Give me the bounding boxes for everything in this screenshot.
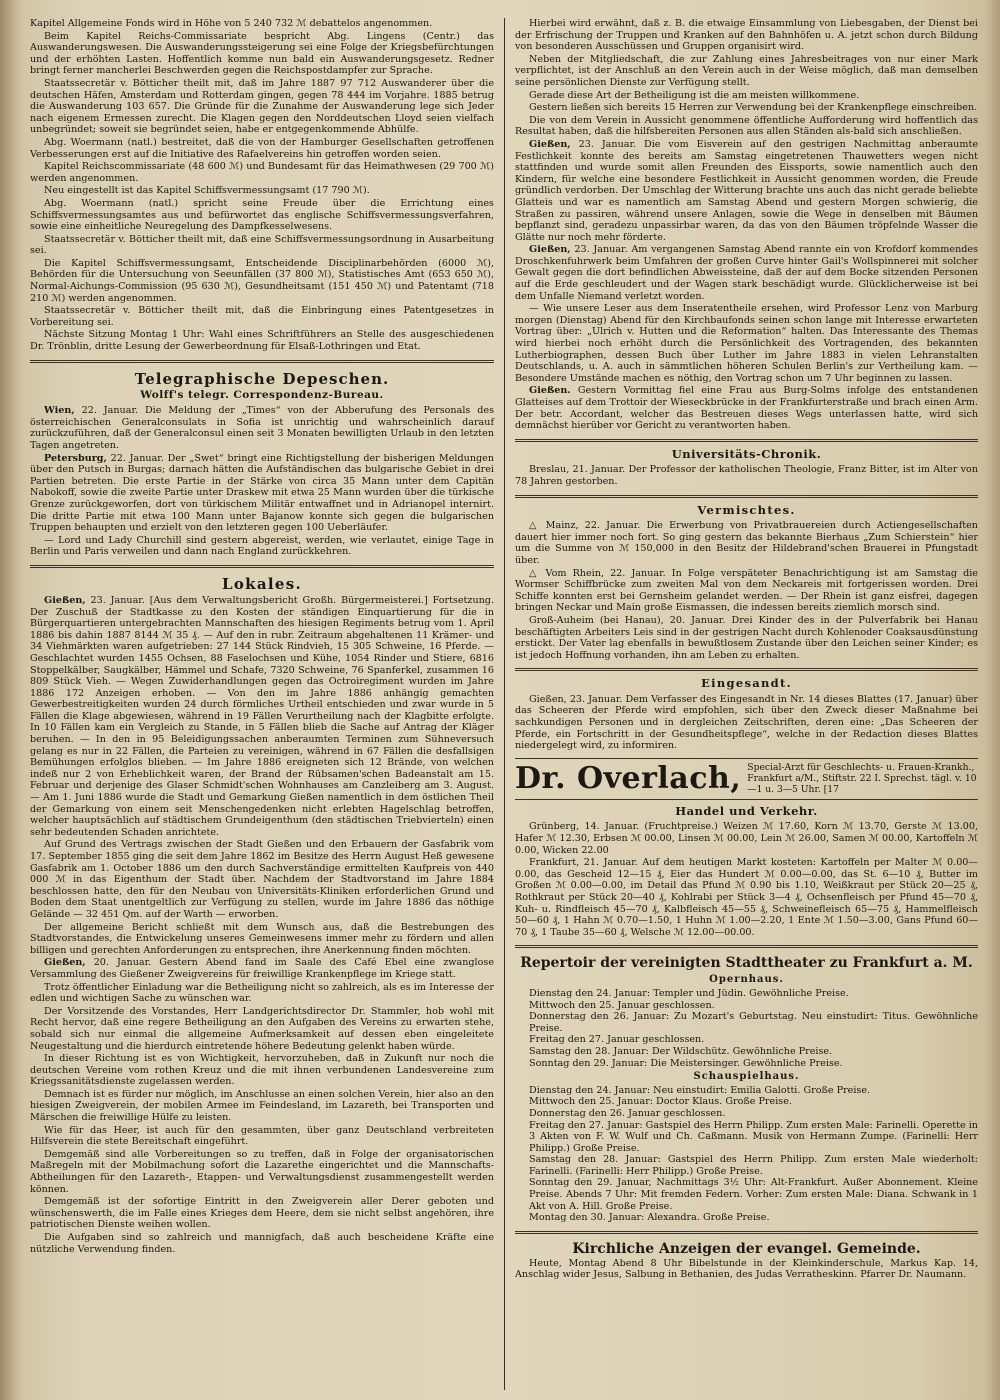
playhouse-label: Schauspielhaus.	[693, 1071, 800, 1083]
section-divider	[515, 1231, 978, 1234]
schedule-entry: Freitag den 27. Januar: Gastspiel des Herrn Philipp. Zum ersten Male: Farinelli. Operette in 3 Akten von F. W. Wulf und Ch. Caßmann. Musik von Hermann Zumpe. (Farinelli: Herr Philipp.) Große Preise.	[529, 1119, 978, 1154]
paragraph: Abg. Woermann (natl.) spricht seine Freude über die Errichtung eines Schiffsvermessungsamtes aus und befürwortet das englische Schiffsvermessungsverfahren, sowie eine einheitliche Neuregelung des Dampfkesselwesens.	[30, 197, 494, 233]
red-cross-continued	[515, 18, 978, 138]
section-title: Universitäts-Chronik.	[671, 446, 822, 461]
news-item	[30, 982, 494, 1005]
dateline: Gießen,	[44, 957, 86, 969]
news-item	[30, 405, 494, 451]
university-section	[515, 446, 978, 488]
section-title: Telegraphische Depeschen.	[134, 369, 390, 388]
left-column	[30, 18, 504, 1390]
telegraph-section	[30, 370, 494, 558]
paragraph: Neben der Mitgliedschaft, die zur Zahlung eines Jahresbeitrages von nur einer Mark verpflichtet, ist der Anschluß an den Verein auch in der Weise möglich, daß man demselben seine persönlichen Dienste zur Verfügung stellt.	[515, 53, 978, 88]
news-item	[30, 1196, 494, 1231]
section-divider	[515, 495, 978, 498]
news-text: 20. Januar. Gestern Abend fand im Saale des Café Ebel eine zwanglose Versammlung des Gießener Zweigvereins für freiwillige Krankenpflege im Kriege statt.	[30, 957, 494, 980]
news-text: Der Vorsitzende des Vorstandes, Herr Landgerichtsdirector Dr. Stammler, hob wohl mit Recht hervor, daß eine regere Betheiligung an den Aufgaben des Vereins zu erwarten stehe, sobald sich nur einmal die allgemeine Aufmerksamkeit auf dessen eben eingeleitete Neugestaltung und die hierdurch eintretende höhere Bedeutung gelenkt haben würde.	[30, 1005, 494, 1052]
section-title: Kirchliche Anzeigen der evangel. Gemeinde.	[572, 1240, 921, 1257]
schedule-entry: Mittwoch den 25. Januar geschlossen.	[529, 999, 715, 1011]
news-text: Trotz öffentlicher Einladung war die Betheiligung nicht so zahlreich, als es im Interesse der edlen und wichtigen Sache zu wünschen war.	[30, 981, 494, 1005]
schedule-entry: Sonntag den 29. Januar, Nachmittags 3½ Uhr: Alt-Frankfurt. Außer Abonnement. Kleine Preise. Abends 7 Uhr: Mit fremden Federn. Vorher: Zum ersten Male: Diana. Schwank in 1 Akt von A. Hill. Große Preise.	[529, 1177, 978, 1212]
news-item: Gießen, 23. Januar. Dem Verfasser des Eingesandt in Nr. 14 dieses Blattes (17. Januar) über das Scheeren der Pferde wird empfohlen, sich über den Zweck dieser Maßnahme bei sachkundigen Personen und in dergleichen Zeitschriften, deren eine: „Das Scheeren der Pferde, ein Fortschritt in der Gesundheitspflege“, welche in der Redaction dieses Blattes niedergelegt wird, zu informiren.	[515, 693, 978, 752]
market-report: Grünberg, 14. Januar. (Fruchtpreise.) Weizen ℳ 17.60, Korn ℳ 13.70, Gerste ℳ 13.00, Hafer ℳ 12.30, Erbsen ℳ 00.00, Linsen ℳ 00.00, Lein ℳ 26.00, Samen ℳ 00.00, Kartoffeln ℳ 0.00, Wicken 22.00	[515, 821, 978, 856]
section-divider	[30, 360, 494, 363]
schedule-entry: Donnerstag den 26. Januar geschlossen.	[529, 1107, 726, 1119]
news-text: Der allgemeine Bericht schließt mit dem Wunsch aus, daß die Bestrebungen des Stadtvorstandes, die Entwickelung unseres Gemeinwesens immer mehr zu fördern und allen billigen und gerechten Anforderungen zu entsprechen, ihre Anerkennung finden möchten.	[30, 921, 494, 956]
paragraph: Staatssecretär v. Bötticher theilt mit, daß die Einbringung eines Patentgesetzes in Vorbereitung sei.	[30, 305, 494, 328]
page-edge-shadow	[986, 0, 1000, 1400]
news-text: Wie für das Heer, ist auch für den gesammten, über ganz Deutschland verbreiteten Hilfsverein die stete Bereitschaft eingeführt.	[30, 1124, 494, 1148]
news-text: Auf Grund des Vertrags zwischen der Stadt Gießen und den Erbauern der Gasfabrik vom 17. September 1855 ging die seit dem Jahre 1862 im Besitze des Herrn August Heß gewesene Gasfabrik am 1. October 1886 um den durch Sachverständige ermittelten Kaufpreis von 440 000 ℳ in das Eigenthum der Stadt über. Nachdem der Stadtvorstand im Jahre 1884 beschlossen hatte, den für den Neubau von Universitäts-Kliniken erforderlichen Grund und Boden dem Staat unentgeltlich zur Verfügung zu stellen, wurde im Jahre 1886 das nöthige Gelände — 32 451 Qm. auf der Warth — erworben.	[30, 839, 494, 920]
misc-section	[515, 502, 978, 662]
letters-section	[515, 678, 978, 752]
news-text: Demnach ist es fürder nur möglich, im Anschlusse an einen solchen Verein, hier also an den hiesigen Zweigverein, der mobilen Armee im Feindesland, im Lazareth, bei Transporten und Märschen die freiwillige Hülfe zu leisten.	[30, 1088, 494, 1124]
market-report: Frankfurt, 21. Januar. Auf dem heutigen Markt kosteten: Kartoffeln per Malter ℳ 0.00—0.00, das Gescheid 12—15 ₰, Eier das Hundert ℳ 0.00—0.00, das St. 6—10 ₰, Butter im Großen ℳ 0.00—0.00, im Detail das Pfund ℳ 0.90 bis 1.10, Weißkraut per Stück 20—25 ₰, Rothkraut per Stück 20—40 ₰, Kohlrabi per Stück 3—4 ₰, Ochsenfleisch per Pfund 45—70 ₰, Kuh- u. Rindfleisch 45—70 ₰, Kalbfleisch 45—55 ₰, Schweinefleisch 65—75 ₰, Hammelfleisch 50—60 ₰, 1 Hahn ℳ 0.70—1.50, 1 Huhn ℳ 1.00—2.20, 1 Ente ℳ 1.50—3.00, Gans Pfund 60—70 ₰, 1 Taube 35—60 ₰, Welsche ℳ 12.00—00.00.	[515, 857, 978, 938]
section-divider	[515, 439, 978, 442]
news-item	[515, 385, 978, 431]
section-title: Lokales.	[222, 574, 302, 593]
schedule-entry: Dienstag den 24. Januar: Neu einstudirt: Emilia Galotti. Große Preise.	[529, 1084, 871, 1096]
news-text: 23. Januar. [Aus dem Verwaltungsbericht Großh. Bürgermeisterei.] Fortsetzung. Der Zuschuß der Stadtkasse zu den Kosten der ständigen Einquartierung für die in Bürgerquartieren untergebrachten Mannschaften des hiesigen Regiments betrug vom 1. April 1886 bis dahin 1887 8144 ℳ 35 ₰. — Auf den in rubr. Zeitraum abgehaltenen 11 Krämer- und 34 Viehmärkten waren aufgetrieben: 27 144 Stück Rindvieh, 15 305 Schweine, 16 Pferde. — Geschlachtet wurden 1455 Ochsen, 88 Faselochsen und Kühe, 1054 Rinder und Stiere, 6816 Stoppelkälber, Saugkälber, Hämmel und Schafe, 7320 Schweine, 76 Spanferkel, zusammen 16 809 Stück Vieh. — Wegen Zuwiderhandlungen gegen das Octroiregiment wurden im Jahre 1886 172 Anzeigen erhoben. — Von den im Jahre 1886 anhängig gemachten Gewerbestreitigkeiten wurden 24 durch förmliches Urtheil entschieden und zwar wurde in 5 Fällen die Klage abgewiesen, während in 19 Fällen Verurtheilung nach der Klagbitte erfolgte. In 10 Fällen kam ein Vergleich zu Stande, in 5 Fällen blieb die Sache auf Antrag der Kläger beruhen. — In den in 95 Beleidigungssachen anberaumten Terminen zum Sühneversuch gelang es nur in 22 Fällen, die Parteien zu vereinigen, während in 67 Fällen die desfallsigen Bemühungen erfolglos blieben. — Im Jahre 1886 ereigneten sich 12 Brände, von welchen indeß nur 2 von Erheblichkeit waren, der Brand der Rübsamen'schen Badeanstalt am 15. Februar und derjenige des Glaser Schmidt'schen Wohnhauses am Canzleiberg am 3. August. — Am 1. Juni 1886 wurde die Stadt und Gemarkung Gießen namentlich in dem östlichen Theil der Gemarkung von einem seit Menschengedenken nicht erlebten Hagelschlag betroffen, welcher hauptsächlich auf städtischem Grundeigenthum (den städtischen Triebvierteln) einen sehr bedeutenden Schaden anrichtete.	[30, 594, 494, 838]
dateline: Gießen,	[44, 594, 86, 606]
ad-doctor-name: Dr. Overlach,	[515, 760, 742, 796]
news-text: 22. Januar. Der „Swet“ bringt eine Richtigstellung der bisherigen Meldungen über den Putsch in Burgas; darnach hätten die Aufständischen das bulgarische Gebiet in drei Partien betreten. Die erste Partie in der Stärke von circa 35 Mann unter dem Capitän Nabokoff, sowie die zweite Partie unter Draskew mit etwa 25 Mann wurden über die türkische Grenze zurückgeworfen, dort von türkischem Militär entwaffnet und in Adrianopel internirt. Die dritte Partie mit etwa 100 Mann unter Bajanow konnte sich gegen die bulgarischen Truppen behaupten und erzielt von den letzteren gegen 100 Ueberläufer.	[30, 452, 494, 534]
news-item	[515, 139, 978, 243]
paragraph: Beim Kapitel Reichs-Commissariate bespricht Abg. Lingens (Centr.) das Auswanderungswesen. Die Auswanderungssteigerung sei eine Folge der Kriegsbefürchtungen und der erhöhten Lasten. Hoffentlich komme nun bald ein Auswanderungsgesetz. Redner bringt ferner mancherlei Beschwerden gegen die Reichspostdampfer zur Sprache.	[30, 30, 494, 77]
paragraph: Abg. Woermann (natl.) bestreitet, daß die von der Hamburger Gesellschaften getroffenen Verbesserungen erst auf die Initiative des Rafaelvereins hin getroffen worden seien.	[30, 136, 494, 160]
news-item: △ Mainz, 22. Januar. Die Erwerbung von Privatbrauereien durch Actiengesellschaften dauert hier immer noch fort. So ging gestern das bekannte Bierhaus „Zum Schierstein“ hier um die Summe von ℳ 150,000 in den Besitz der Hildebrand'schen Brauerei in Pfungstadt über.	[515, 520, 978, 566]
news-text: 22. Januar. Die Meldung der „Times“ von der Abberufung des Personals des österreichischen Generalconsulats in Sofia ist unrichtig und wahrscheinlich darauf zurückzuführen, daß der Generalconsul einen seit 3 Monaten bewilligten Urlaub in den letzten Tagen angetreten.	[30, 405, 494, 451]
paragraph: Kapitel Reichscommissariate (48 600 ℳ) und Bundesamt für das Heimathwesen (29 700 ℳ) werden angenommen.	[30, 161, 494, 184]
schedule-entry: Freitag den 27. Januar geschlossen.	[529, 1034, 705, 1046]
dateline: Gießen,	[529, 138, 571, 150]
paragraph: Die Kapitel Schiffsvermessungsamt, Entscheidende Disciplinarbehörden (6000 ℳ), Behörden für die Untersuchung von Seeunfällen (37 800 ℳ), Statistisches Amt (653 650 ℳ), Normal-Aichungs-Commission (95 630 ℳ), Gesundheitsamt (151 450 ℳ) und Patentamt (718 210 ℳ) werden angenommen.	[30, 257, 494, 304]
schedule-entry: Donnerstag den 26. Januar: Zu Mozart's Geburtstag. Neu einstudirt: Titus. Gewöhnliche Preise.	[529, 1011, 978, 1034]
news-item	[30, 1006, 494, 1052]
news-text: 23. Januar. Die vom Eisverein auf den gestrigen Nachmittag anberaumte Festlichkeit konnte des bereits am Samstag eingetretenen Thauwetters wegen nicht stattfinden und wurde somit allen Freunden des Eissports, sowie namentlich auch den Kindern, für welche eine besondere Festlichkeit in Aussicht genommen worden, die Freude gründlich verdorben. Der Umschlag der Witterung brachte uns auch das nicht gerade beliebte Glatteis und war es namentlich am Samstag Abend und gestern Morgen schwierig, die Straßen zu passiren, während unsere Anlagen, sowie die Wege in denselben mit Bäumen bepflanzt sind, geradezu unpassirbar waren, da das von den Bäumen tröpfelnde Wasser die Glätte nur noch mehr förderte.	[515, 138, 978, 243]
right-column	[504, 18, 978, 1390]
paragraph: Kapitel Allgemeine Fonds wird in Höhe von 5 240 732 ℳ debattelos angenommen.	[30, 18, 433, 29]
news-item	[30, 1089, 494, 1124]
news-item	[30, 453, 494, 534]
news-text: — Wie unsere Leser aus dem Inseratentheile ersehen, wird Professor Lenz von Marburg morgen (Dienstag) Abend für den Kirchbaufonds seinen schon lange mit Interesse erwarteten Vortrag über: „Ulrich v. Hutten und die Reformation“ halten. Das Interessante des Themas wird hierbei noch erhöht durch die Persönlichkeit des Vortragenden, des bekannten Lutherbiographen, dessen Buch über Luther im Jahre 1883 in vielen Lehranstalten Deutschlands, u. A. auch in sämmtlichen höheren Schulen Berlin's zur Vertheilung kam. — Besondere Umstände machen es nöthig, den Vortrag schon um 7 Uhr beginnen zu lassen.	[515, 303, 978, 384]
news-item	[30, 1232, 494, 1255]
theatre-section	[515, 955, 978, 1223]
news-item: Groß-Auheim (bei Hanau), 20. Januar. Drei Kinder des in der Pulverfabrik bei Hanau beschäftigten Arbeiters Leis sind in der gestrigen Nacht durch Kohlenoder Coaksausdünstung erstickt. Der Vater lag ebenfalls in bewußtlosem Zustande über den Leichen seiner Kinder; es ist jedoch Hoffnung vorhanden, ihn am Leben zu erhalten.	[515, 614, 978, 661]
news-text: 23. Januar. Am vergangenen Samstag Abend rannte ein von Krofdorf kommendes Droschkenfuhrwerk beim Umfahren der großen Curve hinter Gail's Wollspinnerei mit solcher Gewalt gegen die dort befindlichen Abweissteine, daß der auf dem Bocke sitzenden Personen auf die Erde geschleudert und der Wagen stark beschädigt wurde. Glücklicherweise ist bei dem Unfalle Niemand verletzt worden.	[515, 244, 978, 302]
news-item	[30, 922, 494, 957]
schedule-entry: Mittwoch den 25. Januar: Doctor Klaus. Große Preise.	[529, 1096, 792, 1108]
schedule-entry: Montag den 30. Januar: Alexandra. Große Preise.	[529, 1212, 770, 1224]
opera-house-label: Opernhaus.	[709, 974, 784, 986]
paragraph: Gestern ließen sich bereits 15 Herren zur Verwendung bei der Krankenpflege einschreiben.	[529, 102, 978, 114]
news-text: In dieser Richtung ist es von Wichtigkeit, hervorzuheben, daß in Zukunft nur noch die deutschen Vereine vom rothen Kreuz und die mit ihnen verbundenen Landesvereine zum Kriegssanitätsdienste zugelassen werden.	[30, 1053, 494, 1088]
church-section	[515, 1241, 978, 1281]
columns	[30, 18, 978, 1390]
section-title: Handel und Verkehr.	[675, 803, 818, 818]
dateline: Wien,	[44, 405, 75, 417]
news-item	[515, 303, 978, 384]
news-item	[30, 535, 494, 558]
schedule-entry: Sonntag den 29. Januar: Die Meistersinger. Gewöhnliche Preise.	[529, 1057, 843, 1069]
news-item	[30, 839, 494, 920]
news-item: Breslau, 21. Januar. Der Professor der katholischen Theologie, Franz Bitter, ist im Alter von 78 Jahren gestorben.	[515, 464, 978, 487]
paragraph: Staatssecretär v. Bötticher theilt mit, daß im Jahre 1887 97 712 Auswanderer über die deutschen Häfen, Amsterdam und Rotterdam gingen, gegen 78 444 im Vorjahre. 1885 betrug die Auswanderung 103 657. Die Gründe für die Zunahme der Auswanderung lege sich Jeder nach eigenem Ermessen zurecht. Die Klagen gegen den Norddeutschen Lloyd seien vielfach unbegründet; soweit sie begründet seien, habe er entgegenkommende Abhülfe.	[30, 77, 494, 136]
news-text: — Lord und Lady Churchill sind gestern abgereist, werden, wie verlautet, einige Tage in Berlin und Paris verweilen und dann nach England zurückkehren.	[30, 534, 494, 558]
news-text: Gestern Vormittag fiel eine Frau aus Burg-Solms infolge des entstandenen Glatteises auf dem Trottoir der Wieseckbrücke in der Frankfurterstraße und brach einen Arm. Der betr. Accordant, welcher das Bestreuen dieses Wegs unterlassen hatte, wird sich demnächst hierüber vor Gericht zu verantworten haben.	[515, 385, 978, 432]
local-news-section	[30, 575, 494, 1255]
section-subtitle: Wolff's telegr. Correspondenz-Bureau.	[140, 388, 384, 401]
paragraph: Die von dem Verein in Aussicht genommene öffentliche Aufforderung wird hoffentlich das Resultat haben, daß die hilfsbereiten Personen aus allen Ständen als-bald sich anschließen.	[515, 114, 978, 138]
reichstag-report	[30, 18, 494, 353]
paragraph: Gerade diese Art der Betheiligung ist die am meisten willkommene.	[529, 89, 860, 101]
ad-text: Special-Arzt für Geschlechts- u. Frauen-Krankh., Frankfurt a/M., Stiftstr. 22 I. Sprechst. tägl. v. 10—1 u. 3—5 Uhr. [17	[747, 761, 977, 795]
news-item	[30, 957, 494, 980]
dateline: Gießen.	[529, 385, 571, 397]
page-fold-shadow	[0, 0, 24, 1400]
local-news-continued	[515, 139, 978, 432]
section-divider	[515, 945, 978, 948]
paragraph: Neu eingestellt ist das Kapitel Schiffsvermessungsamt (17 790 ℳ).	[44, 185, 370, 197]
schedule-entry: Dienstag den 24. Januar: Templer und Jüdin. Gewöhnliche Preise.	[529, 987, 849, 999]
news-item	[30, 595, 494, 838]
section-title: Eingesandt.	[701, 676, 792, 691]
paragraph: Staatssecretär v. Bötticher theilt mit, daß eine Schiffsvermessungsordnung in Ausarbeitung sei.	[30, 233, 494, 257]
news-item	[515, 244, 978, 302]
dateline: Gießen,	[529, 244, 571, 256]
doctor-advertisement	[515, 758, 978, 800]
paragraph: Nächste Sitzung Montag 1 Uhr: Wahl eines Schriftführers an Stelle des ausgeschiedenen Dr. Trönblin, dritte Lesung der Gewerbeordnung für Elsaß-Lothringen und Etat.	[30, 329, 494, 353]
dateline: Petersburg,	[44, 452, 107, 464]
church-notice: Heute, Montag Abend 8 Uhr Bibelstunde in der Kleinkinderschule, Markus Kap. 14, Anschlag wider Jesus, Salbung in Bethanien, des Judas Verratheskinn. Pfarrer Dr. Naumann.	[515, 1257, 978, 1281]
news-item	[30, 1053, 494, 1088]
news-text: Demgemäß ist der sofortige Eintritt in den Zweigverein aller Derer geboten und wünschenswerth, die im Falle eines Krieges dem Heere, dem sie nicht selbst angehören, ihre patriotischen Dienste weihen wollen.	[30, 1196, 494, 1231]
trade-section	[515, 803, 978, 939]
news-item	[30, 1149, 494, 1195]
schedule-entry: Samstag den 28. Januar: Gastspiel des Herrn Philipp. Zum ersten Male wiederholt: Farinelli. (Farinelli: Herr Philipp.) Große Preise.	[529, 1154, 978, 1177]
section-divider	[30, 565, 494, 568]
section-title: Vermischtes.	[697, 502, 796, 517]
news-item: △ Vom Rhein, 22. Januar. In Folge verspäteter Benachrichtigung ist am Samstag die Wormser Schiffbrücke zum zweiten Mal von dem Neckareis mit fortgerissen worden. Drei Schiffe konnten erst bei Gernsheim gelandet werden. — Der Rhein ist ganz eisfrei, dagegen bringen Neckar und Main große Eismassen, die indessen bereits ziemlich morsch sind.	[515, 567, 978, 614]
schedule-entry: Samstag den 28. Januar: Der Wildschütz. Gewöhnliche Preise.	[529, 1045, 833, 1057]
news-text: Demgemäß sind alle Vorbereitungen so zu treffen, daß in Folge der organisatorischen Maßregeln mit der Mobilmachung sofort die Lazarethe eingerichtet und die Mannschafts-Abtheilungen für den Lazareth-, Etappen- und Verwaltungsdienst zusammengestellt werden können.	[30, 1148, 494, 1195]
news-item	[30, 1125, 494, 1148]
paragraph: Hierbei wird erwähnt, daß z. B. die etwaige Einsammlung von Liebesgaben, der Dienst bei der Erfrischung der Truppen und Kranken auf den Bahnhöfen u. A. jetzt schon durch Bildung von besonderen Ausschüssen und Gruppen organisirt wird.	[515, 18, 978, 53]
section-title: Repertoir der vereinigten Stadttheater zu Frankfurt a. M.	[520, 955, 973, 972]
news-text: Die Aufgaben sind so zahlreich und mannigfach, daß auch bescheidene Kräfte eine nützliche Verwendung finden.	[30, 1232, 494, 1255]
section-divider	[515, 668, 978, 671]
